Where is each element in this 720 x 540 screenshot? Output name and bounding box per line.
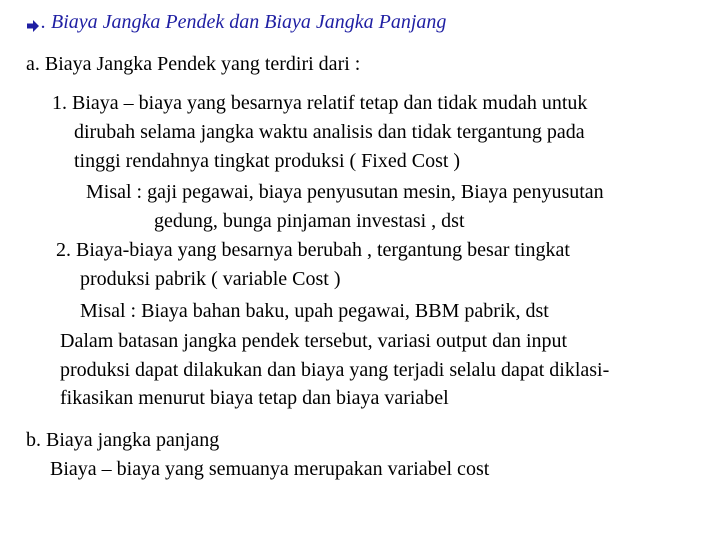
item-1-line-3: tinggi rendahnya tingkat produksi ( Fixed Cost ) — [74, 150, 461, 172]
note-line-1: Dalam batasan jangka pendek tersebut, variasi output dan input — [60, 330, 568, 352]
item-2-line-1: 2. Biaya-biaya yang besarnya berubah , tergantung besar tingkat — [56, 239, 570, 261]
item-2-line-2: produksi pabrik ( variable Cost ) — [80, 268, 341, 290]
right-arrow-icon — [26, 15, 40, 29]
note-line-3: fikasikan menurut biaya tetap dan biaya variabel — [60, 387, 449, 409]
section-a-heading: a. Biaya Jangka Pendek yang terdiri dari : — [26, 53, 361, 75]
section-b-heading: b. Biaya jangka panjang — [26, 429, 220, 451]
note-line-2: produksi dapat dilakukan dan biaya yang terjadi selalu dapat diklasi- — [60, 359, 610, 381]
item-1-line-2: dirubah selama jangka waktu analisis dan tidak tergantung pada — [74, 121, 585, 143]
page-title — [26, 10, 446, 34]
item-1-line-1: 1. Biaya – biaya yang besarnya relatif tetap dan tidak mudah untuk — [52, 92, 588, 114]
item-2-example-line: Misal : Biaya bahan baku, upah pegawai, BBM pabrik, dst — [80, 300, 549, 322]
item-1-example-line-2: gedung, bunga pinjaman investasi , dst — [154, 210, 465, 232]
page-title-text: . Biaya Jangka Pendek dan Biaya Jangka Panjang — [41, 11, 447, 33]
item-1-example-line-1: Misal : gaji pegawai, biaya penyusutan mesin, Biaya penyusutan — [86, 181, 604, 203]
section-b-body: Biaya – biaya yang semuanya merupakan variabel cost — [50, 458, 490, 480]
